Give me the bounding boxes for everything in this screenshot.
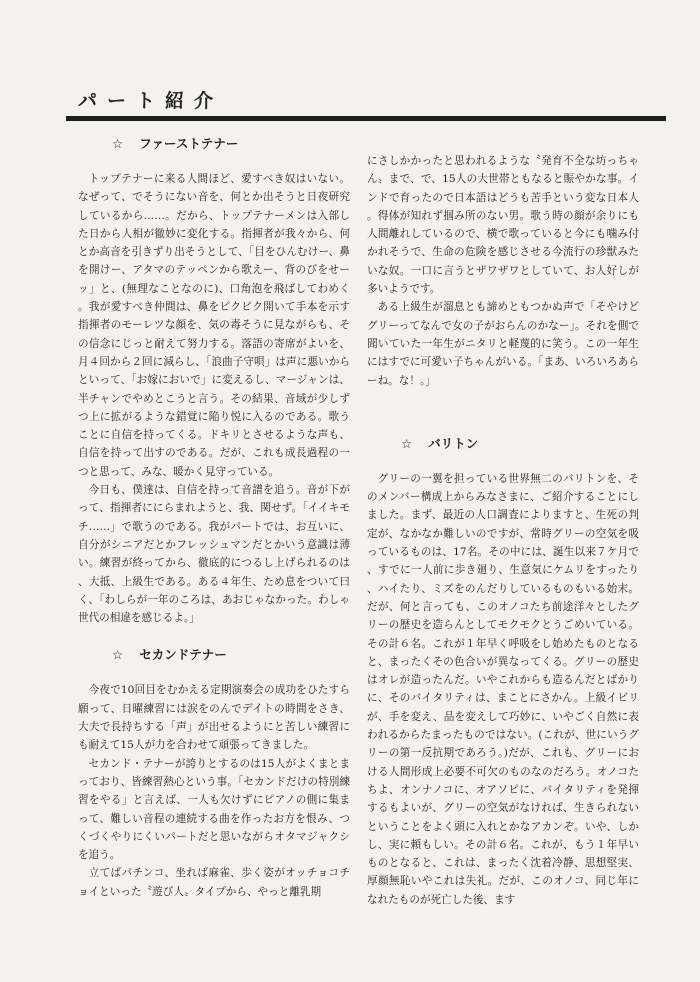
section-heading-baritone bbox=[367, 430, 639, 458]
page-title: パート紹介 bbox=[78, 90, 224, 112]
section-heading-label: ファーストテナー bbox=[139, 136, 239, 151]
paragraph: 今日も、僕達は、自信を持って音譜を追う。音が下がって、指揮者ににらまれようと、我、関せず。「イイキモチ……」で歌うのである。我がパートでは、お互いに、自分がシニアだとかフレッシュマンだとかいう意識は薄い。練習が終ってから、徹底的につるし上げられるのは、大抵、上級生である。ある４年生、ため息をついて曰く、「わしらが一年のころは、あおじゃなかった。わしゃ世代の相違を感じるよ。」 bbox=[78, 484, 350, 625]
paragraph: にさしかかったと思われるような〝発育不全な坊っちゃん〟まで、で、15人の大世帯ともなると賑やかな事。インドで育ったので日本語はどうも苦手という変な日本人。得体が知れず掴み所のない男。歌う時の顔が余りにも人間離れしているので、横で歌っていると今にも噛み付かれそうで、生命の危険を感じさせる今流行の珍獣みたいな奴。一口に言うとザワザワとしていて、お人好しが多いようです。 bbox=[367, 155, 639, 296]
section-heading-first-tenor bbox=[78, 130, 350, 158]
right-column bbox=[367, 152, 639, 909]
section-heading-label: バリトン bbox=[428, 435, 479, 451]
star-icon: ☆ bbox=[112, 647, 124, 663]
paragraph: トップテナーに来る人間ほど、愛すべき奴はいない。なぜって、でそうにない音を、何とか出そうと日夜研究しているから……。だから、トップテナーメンは入部した日から人相が徹妙に変化する。指揮者が我々から、何とか高音を引きずり出そうとして、「目をひんむけー、鼻を開けー、アタマのテッペンから歌えー、背のびをせーッ」と、(無理なことなのに)、口角泡を飛ばしてわめく。我が愛すべき仲間は、鼻をピクピク開いて手本を示す指揮者のモーレツな顔を、気の毒そうに見ながらも、その信念にじっと耐えて努力する。落語の寄席がよいを、月４回から２回に減らし、「浪曲子守唄」は声に悪いからといって、「お嫁においで」に変えるし、マージャンは、半チャンでやめとこうと言う。その結果、音域が少しずつ上に拡がるような錯覚に陥り悦に入るのである。歌うことに自信を持ってくる。ドキリとさせるような声も、自信を持って出すのである。だが、これも成長過程の一つと思って、みな、暖かく見守っている。 bbox=[78, 173, 350, 478]
paragraph: ある上級生が溜息とも諦めともつかぬ声で「そやけどグリーってなんで女の子がおらんのかなー」。それを側で聞いていた一年生がニタリと軽蔑的に笑う。この一年生にはすでに可愛い子ちゃんがいる。「まあ、いろいろあらーね。な！。」 bbox=[367, 301, 639, 387]
left-column bbox=[78, 130, 350, 901]
star-icon: ☆ bbox=[401, 435, 413, 451]
paragraph: グリーの一翼を担っている世界無二のバリトンを、そのメンバー構成上からみなさまに、ご紹介することにしました。まず、最近の人口調査によりますと、生死の判定が、なかなか難しいのですが、常時グリーの空気を吸っているものは、17名。その中には、誕生以来７ケ月で、すでに一人前に歩き廻り、生意気にケムリをすったり、ハイたり、ミズをのんだりしているものもいる始末。だが、何と言っても、このオノコたち前途洋々としたグリーの歴史を造らんとしてモクモクとうごめいている。その計６名。これが１年早く呼吸をし始めたものとなると、まったくその色合いが異なってくる。グリーの歴史はオレが造ったんだ。いやこれからも造るんだとばかりに、そのバイタリティは、まことにさかん。上級イビリが、手を変え、品を変えして巧妙に、いやごく自然に表われるからたまったものではない。(これが、世にいうグリーの第一反抗期であろう。)だが、これも、グリーにおける人間形成上必要不可欠のものなのだろう。オノコたちよ、オンナノコに、オアソビに、バイタリティを発揮するもよいが、グリーの空気がなければ、生きられないということをよく頭に入れとかなアカンぞ。いや、しかし、実に頼もしい。その計６名。これが、もう１年早いものとなると、これは、まったく沈着冷静、思想堅実、厚顔無恥いやこれは失礼。だが、このオノコ、同じ年になれたものが死亡した後、ます bbox=[367, 472, 639, 906]
section-heading-second-tenor bbox=[78, 641, 350, 669]
paragraph: セカンド・テナーが誇りとするのは15人がよくまとまっており、皆練習熱心という事。「セカンドだけの特別練習をやる」と言えば、一人も欠けずにピアノの側に集まって、難しい音程の連続する曲を作ったお方を恨み、つくづくやりにくいパートだと思いながらオタマジャクシを追う。 bbox=[78, 757, 350, 862]
star-icon: ☆ bbox=[112, 136, 124, 151]
title-rule bbox=[66, 116, 666, 121]
paragraph: 今夜で10回目をむかえる定期演奏会の成功をひたすら願って、日曜練習には涙をのんでデイトの時間をさき、大夫で長持ちする「声」が出せるようにと苦しい練習にも耐えて15人が力を合わせて頑張ってきました。 bbox=[78, 684, 350, 752]
section-heading-label: セカンドテナー bbox=[139, 647, 227, 663]
paragraph: 立てばパチンコ、坐れば麻雀、歩く姿がオッチョコチョイといった〝遊び人〟タイプから、やっと離乳期 bbox=[78, 867, 350, 898]
